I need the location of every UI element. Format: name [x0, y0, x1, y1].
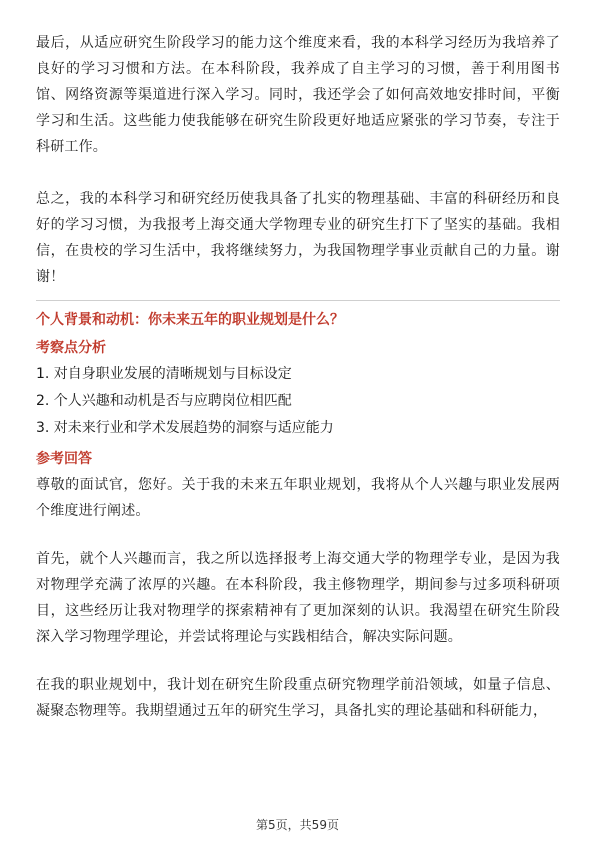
answer-paragraph-1: 尊敬的面试官，您好。关于我的未来五年职业规划，我将从个人兴趣与职业发展两个维度进行阐述。 — [36, 477, 560, 519]
analysis-heading: 考察点分析 — [36, 340, 106, 356]
list-item: 3. 对未来行业和学术发展趋势的洞察与适应能力 — [36, 420, 334, 436]
list-item: 2. 个人兴趣和动机是否与应聘岗位相匹配 — [36, 393, 292, 409]
list-item: 1. 对自身职业发展的清晰规划与目标设定 — [36, 366, 292, 382]
paragraph-summary: 总之，我的本科学习和研究经历使我具备了扎实的物理基础、丰富的科研经历和良好的学习习惯，为我报考上海交通大学物理专业的研究生打下了坚实的基础。我相信，在贵校的学习生活中，我将继续努力，为我国物理学事业贡献自己的力量。谢谢！ — [36, 191, 560, 285]
analysis-list — [36, 361, 560, 442]
paragraph-final: 最后，从适应研究生阶段学习的能力这个维度来看，我的本科学习经历为我培养了良好的学习习惯和方法。在本科阶段，我养成了自主学习的习惯，善于利用图书馆、网络资源等渠道进行深入学习。同时，我还学会了如何高效地安排时间，平衡学习和生活。这些能力使我能够在研究生阶段更好地适应紧张的学习节奏，专注于科研工作。 — [36, 35, 560, 155]
answer-heading: 参考回答 — [36, 451, 92, 467]
answer-paragraph-2: 首先，就个人兴趣而言，我之所以选择报考上海交通大学的物理学专业，是因为我对物理学充满了浓厚的兴趣。在本科阶段，我主修物理学，期间参与过多项科研项目，这些经历让我对物理学的探索精神有了更加深刻的认识。我渴望在研究生阶段深入学习物理学理论，并尝试将理论与实践相结合，解决实际问题。 — [36, 551, 560, 645]
section-divider — [36, 300, 560, 301]
document-page — [36, 30, 560, 724]
question-title: 个人背景和动机：你未来五年的职业规划是什么？ — [36, 312, 344, 328]
answer-paragraph-3: 在我的职业规划中，我计划在研究生阶段重点研究物理学前沿领域，如量子信息、凝聚态物理等。我期望通过五年的研究生学习，具备扎实的理论基础和科研能力， — [36, 677, 560, 719]
page-number: 第5页，共59页 — [256, 818, 339, 832]
